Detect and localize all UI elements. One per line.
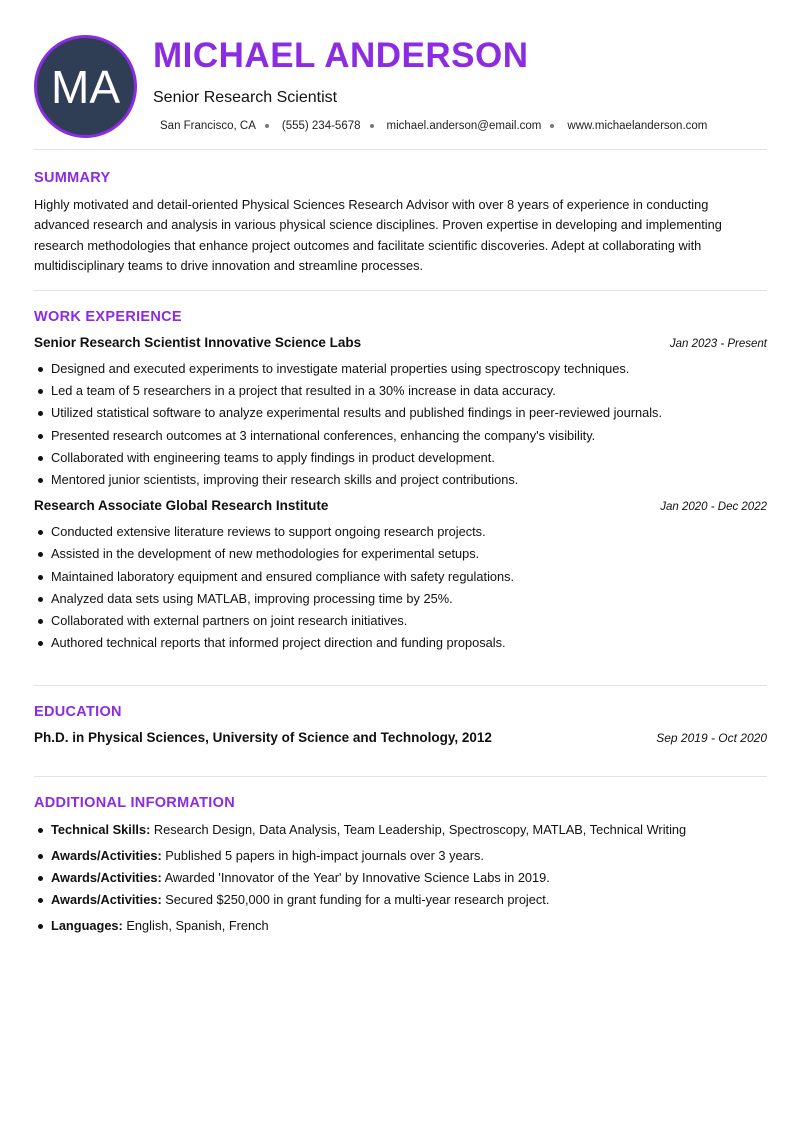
job-entry [34,335,767,491]
additional-item-text: English, Spanish, French [122,918,269,933]
job-header [34,498,767,518]
job-bullet: Analyzed data sets using MATLAB, improving processing time by 25%. [34,588,767,610]
additional-item-text: Research Design, Data Analysis, Team Leadership, Spectroscopy, MATLAB, Technical Writing [150,822,687,837]
summary-text: Highly motivated and detail-oriented Physical Sciences Research Advisor with over 8 years of experience in conducting advanced research and analysis in various physical science disciplines. Proven expertise in developing and implementing research methodologies that enhance project outcomes and facilitate scientific discoveries. Adept at collaborating with multidisciplinary teams to drive innovation and streamline processes. [34,197,722,274]
additional-item-label: Awards/Activities: [51,870,162,885]
job-bullet: Authored technical reports that informed project direction and funding proposals. [34,632,767,654]
job-date: Jan 2020 - Dec 2022 [660,501,767,514]
contact-location: San Francisco, CA [160,120,256,132]
contact-line [160,120,707,132]
education-degree: Ph.D. in Physical Sciences, University of Science and Technology, 2012 [34,730,492,745]
job-bullet: Maintained laboratory equipment and ensured compliance with safety regulations. [34,566,767,588]
job-entry [34,498,767,654]
job-bullets [34,521,767,654]
additional-item [34,867,767,889]
contact-website[interactable]: www.michaelanderson.com [567,120,708,132]
avatar [34,35,137,138]
resume-header [34,0,767,150]
job-date: Jan 2023 - Present [669,338,767,350]
job-bullet: Designed and executed experiments to investigate material properties using spectroscopy techniques. [34,358,767,380]
work-experience-section [34,291,767,686]
additional-item-label: Languages: [51,918,123,933]
job-title: Research Associate Global Research Institute [34,498,329,514]
contact-phone[interactable]: (555) 234-5678 [281,120,361,132]
additional-item-label: Awards/Activities: [51,892,162,907]
additional-item [34,845,767,867]
avatar-initials: MA [51,60,120,113]
job-bullet: Collaborated with engineering teams to apply findings in product development. [34,447,767,469]
additional-information-heading: ADDITIONAL INFORMATION [34,795,235,811]
additional-item [34,889,767,911]
job-bullet: Mentored junior scientists, improving their research skills and project contributions. [34,469,767,491]
additional-item [34,915,767,937]
additional-item-text: Secured $250,000 in grant funding for a multi-year research project. [161,892,550,907]
education-entry [34,730,767,745]
candidate-name: MICHAEL ANDERSON [153,36,529,75]
job-bullet: Led a team of 5 researchers in a project that resulted in a 30% increase in data accuracy. [34,380,767,402]
separator-dot [265,124,269,128]
job-bullets [34,358,767,491]
job-bullet: Conducted extensive literature reviews to support ongoing research projects. [34,521,767,543]
job-bullet: Assisted in the development of new methodologies for experimental setups. [34,543,767,565]
separator-dot [370,124,374,128]
job-bullet: Presented research outcomes at 3 international conferences, enhancing the company's visibility. [34,425,767,447]
education-heading: EDUCATION [34,704,122,720]
job-header [34,335,767,355]
additional-item-label: Awards/Activities: [51,848,162,863]
additional-item [34,819,767,841]
summary-section [34,150,767,291]
job-bullet: Collaborated with external partners on joint research initiatives. [34,610,767,632]
additional-item-text: Awarded 'Innovator of the Year' by Innovative Science Labs in 2019. [161,870,550,885]
job-title: Senior Research Scientist Innovative Science Labs [34,335,362,350]
additional-information-section [34,777,767,937]
contact-email[interactable]: michael.anderson@email.com [386,120,542,132]
candidate-role: Senior Research Scientist [153,89,338,106]
separator-dot [550,124,554,128]
additional-item-text: Published 5 papers in high-impact journals over 3 years. [161,848,484,863]
work-experience-heading: WORK EXPERIENCE [34,309,182,325]
education-section [34,686,767,777]
education-date: Sep 2019 - Oct 2020 [656,731,767,745]
summary-heading: SUMMARY [34,170,111,186]
job-bullet: Utilized statistical software to analyze experimental results and published findings in peer-reviewed journals. [34,402,767,424]
additional-bullets [34,819,767,937]
additional-item-label: Technical Skills: [51,822,151,837]
